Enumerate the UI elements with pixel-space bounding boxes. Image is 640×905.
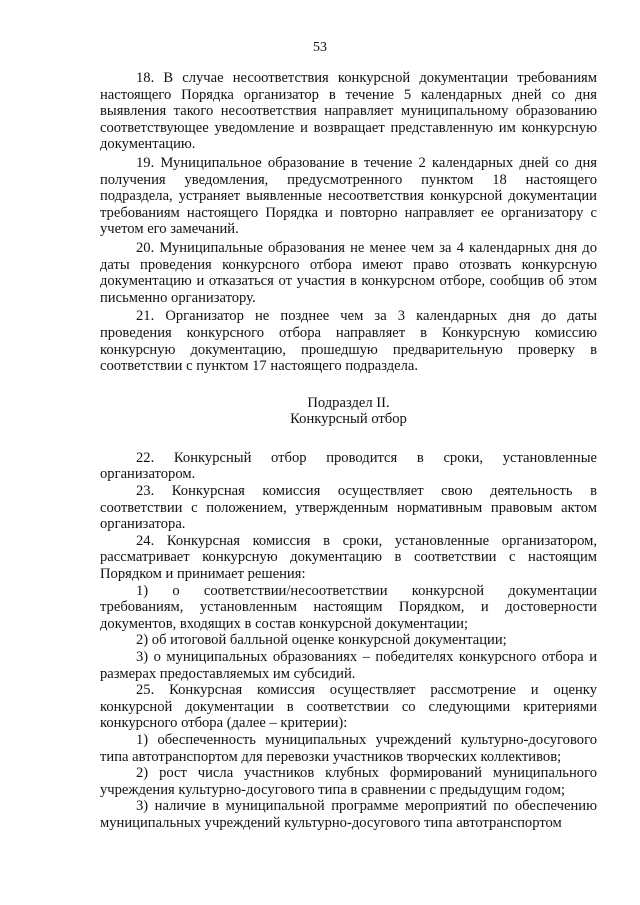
list-item-25-2: 2) рост числа участников клубных формирований муниципального учреждения культурно-досугового типа в сравнении с предыдущим годом; xyxy=(100,765,597,798)
subsection-heading xyxy=(100,395,597,428)
list-item-25-3: 3) наличие в муниципальной программе мероприятий по обеспечению муниципальных учреждений культурно-досугового типа автотранспортом xyxy=(100,798,597,831)
paragraph-24: 24. Конкурсная комиссия в сроки, установленные организатором, рассматривает конкурсную документацию в соответствии с настоящим Порядком и принимает решения: xyxy=(100,532,597,583)
list-item-24-1: 1) о соответствии/несоответствии конкурсной документации требованиям, установленным настоящим Порядком, и достоверности документов, входящих в состав конкурсной документации; xyxy=(100,582,597,632)
paragraph-23: 23. Конкурсная комиссия осуществляет свою деятельность в соответствии с положением, утвержденным нормативным правовым актом организатора. xyxy=(100,483,597,533)
page-number: 53 xyxy=(313,40,327,55)
paragraph-20: 20. Муниципальные образования не менее чем за 4 календарных дня до даты проведения конкурсного отбора имеют право отозвать конкурсную документацию и отказаться от участия в конкурсном отборе, сообщив об этом письменно организатору. xyxy=(100,239,597,306)
paragraph-18: 18. В случае несоответствия конкурсной документации требованиям настоящего Порядка организатор в течение 5 календарных дней со дня выявления такого несоответствия направляет муниципальному образованию соответствующее уведомление и возвращает представленную им конкурсную документацию. xyxy=(100,70,597,153)
paragraph-21: 21. Организатор не позднее чем за 3 календарных дня до даты проведения конкурсного отбора направляет в Конкурсную комиссию конкурсную документацию, прошедшую предварительную проверку в соответствии с пунктом 17 настоящего подраздела. xyxy=(100,308,597,375)
subsection-title: Конкурсный отбор xyxy=(290,411,407,428)
paragraph-25: 25. Конкурсная комиссия осуществляет рассмотрение и оценку конкурсной документации в соответствии со следующими критериями конкурсного отбора (далее – критерии): xyxy=(100,682,597,732)
list-item-24-2: 2) об итоговой балльной оценке конкурсной документации; xyxy=(136,632,507,649)
list-item-25-1: 1) обеспеченность муниципальных учреждений культурно-досугового типа автотранспортом для перевозки участников творческих коллективов; xyxy=(100,731,597,765)
document-body xyxy=(100,70,597,832)
paragraph-19: 19. Муниципальное образование в течение 2 календарных дней со дня получения уведомления, предусмотренного пунктом 18 настоящего подраздела, устраняет выявленные несоответствия конкурсной документации требованиям настоящего Порядка и повторно направляет ее организатору с учетом его замечаний. xyxy=(100,154,597,238)
paragraph-22: 22. Конкурсный отбор проводится в сроки, установленные организатором. xyxy=(100,449,597,483)
list-item-24-3: 3) о муниципальных образованиях – победителях конкурсного отбора и размерах предоставляемых им субсидий. xyxy=(100,649,597,682)
subsection-label: Подраздел II. xyxy=(307,394,390,411)
